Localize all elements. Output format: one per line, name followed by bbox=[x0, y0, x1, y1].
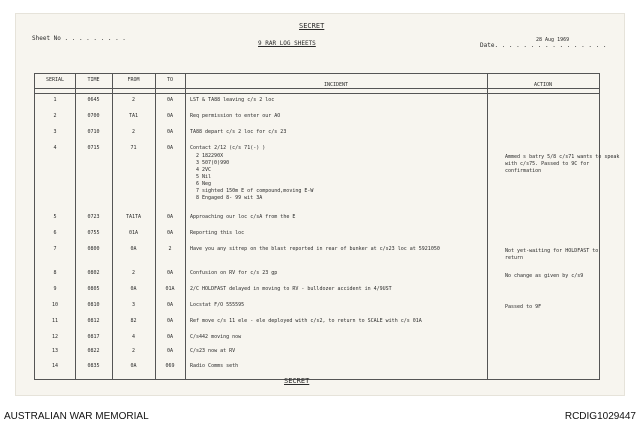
row-8-to: 0A bbox=[166, 270, 174, 276]
row-11-from: 82 bbox=[130, 318, 137, 324]
row-7-incident: Have you any sitrep on the blast reported in rear of bunker at c/s23 loc at 5921050 bbox=[190, 246, 440, 252]
row-5-time: 0723 bbox=[87, 214, 100, 220]
column-divider bbox=[487, 74, 488, 379]
row-5-incident: Approaching our loc c/sA from the E bbox=[190, 214, 296, 220]
row-11-to: 0A bbox=[166, 318, 174, 324]
row-4-incident-line: 5 Nil bbox=[196, 174, 212, 180]
row-9-time: 0805 bbox=[87, 286, 100, 292]
log-table bbox=[34, 73, 620, 380]
row-4-incident-line: 2 182290X bbox=[196, 153, 224, 159]
row-8-action: No change as given by c/s9 bbox=[505, 273, 584, 279]
row-7-action-line: Not yet-waiting for HOLDFAST to bbox=[505, 248, 599, 254]
header-divider bbox=[35, 93, 599, 94]
row-10-to: 0A bbox=[166, 302, 174, 308]
row-6-from: 01A bbox=[128, 230, 139, 236]
row-4-incident-line: 3 507(0)990 bbox=[196, 160, 230, 166]
row-14-serial: 14 bbox=[51, 363, 59, 369]
row-1-serial: 1 bbox=[53, 97, 57, 103]
row-2-to: 0A bbox=[166, 113, 174, 119]
row-4-from: 71 bbox=[130, 145, 137, 151]
row-14-to: 069 bbox=[165, 363, 175, 369]
row-6-time: 0755 bbox=[87, 230, 100, 236]
row-6-incident: Reporting this loc bbox=[190, 230, 245, 236]
row-10-time: 0810 bbox=[87, 302, 100, 308]
date-label: Date. . . . . . . . . . . . . . . . bbox=[480, 42, 607, 49]
row-4-time: 0715 bbox=[87, 145, 100, 151]
row-3-incident: TA88 depart c/s 2 loc for c/s 23 bbox=[190, 129, 287, 135]
row-10-action: Passed to 9F bbox=[505, 304, 542, 310]
row-4-incident-line: 4 2VC bbox=[196, 167, 212, 173]
row-1-incident: LST & TA88 leaving c/s 2 loc bbox=[190, 97, 275, 103]
sheet-title: 9 RAR LOG SHEETS bbox=[258, 40, 316, 47]
row-13-serial: 13 bbox=[51, 348, 59, 354]
row-13-incident: C/s23 now at RV bbox=[190, 348, 236, 354]
row-12-time: 0817 bbox=[87, 334, 100, 340]
row-5-from: TA1TA bbox=[125, 214, 142, 220]
row-8-serial: 8 bbox=[53, 270, 57, 276]
row-3-from: 2 bbox=[131, 129, 135, 135]
row-1-from: 2 bbox=[131, 97, 135, 103]
column-header-to: TO bbox=[166, 77, 174, 83]
row-7-from: 0A bbox=[130, 246, 137, 252]
row-7-to: 2 bbox=[168, 246, 172, 252]
classification-bottom: SECRET bbox=[284, 377, 310, 385]
row-13-time: 0822 bbox=[87, 348, 100, 354]
row-4-action-line: Ammed s batry 5/8 c/s71 wants to speak bbox=[505, 154, 620, 160]
row-2-incident: Req permission to enter our AO bbox=[190, 113, 281, 119]
row-10-serial: 10 bbox=[51, 302, 59, 308]
record-id: RCDIG1029447 bbox=[564, 411, 636, 422]
row-14-incident: Radio Comms seth bbox=[190, 363, 239, 369]
row-4-incident-line: 8 Engaged 8- 99 wit 3A bbox=[196, 195, 263, 201]
row-4-action-line: confirmation bbox=[505, 168, 542, 174]
institution-credit: AUSTRALIAN WAR MEMORIAL bbox=[4, 411, 149, 422]
row-14-from: 0A bbox=[130, 363, 137, 369]
row-10-incident: Locstat F/O 555595 bbox=[190, 302, 245, 308]
row-4-incident-line: 7 sighted 150m E of compound,moving E-W bbox=[196, 188, 314, 194]
row-1-to: 0A bbox=[166, 97, 174, 103]
sheet-number-label: Sheet No . . . . . . . . . bbox=[32, 35, 126, 42]
row-4-incident-line: 6 Neg bbox=[196, 181, 212, 187]
row-7-serial: 7 bbox=[53, 246, 57, 252]
header-divider bbox=[35, 88, 599, 89]
row-12-serial: 12 bbox=[51, 334, 59, 340]
row-1-time: 0645 bbox=[87, 97, 100, 103]
date-stamp: 28 Aug 1969 bbox=[536, 37, 570, 43]
row-11-serial: 11 bbox=[51, 318, 59, 324]
row-4-serial: 4 bbox=[53, 145, 57, 151]
row-3-time: 0710 bbox=[87, 129, 100, 135]
row-9-to: 01A bbox=[165, 286, 175, 292]
row-11-time: 0812 bbox=[87, 318, 100, 324]
column-header-from: FROM bbox=[127, 77, 140, 83]
row-13-from: 2 bbox=[131, 348, 135, 354]
row-8-time: 0802 bbox=[87, 270, 100, 276]
column-header-serial: SERIAL bbox=[45, 77, 65, 83]
row-8-from: 2 bbox=[131, 270, 135, 276]
row-2-from: TA1 bbox=[128, 113, 139, 119]
row-2-time: 0700 bbox=[87, 113, 100, 119]
row-4-action-line: with c/s75. Passed to 9C for bbox=[505, 161, 590, 167]
column-header-incident: INCIDENT bbox=[323, 82, 349, 88]
row-10-from: 3 bbox=[131, 302, 135, 308]
row-3-to: 0A bbox=[166, 129, 174, 135]
row-7-time: 0800 bbox=[87, 246, 100, 252]
row-4-to: 0A bbox=[166, 145, 174, 151]
row-6-serial: 6 bbox=[53, 230, 57, 236]
row-12-incident: C/s442 moving now bbox=[190, 334, 242, 340]
column-divider bbox=[185, 74, 186, 379]
row-8-incident: Confusion on RV for c/s 23 gp bbox=[190, 270, 278, 276]
row-9-serial: 9 bbox=[53, 286, 57, 292]
row-9-from: 0A bbox=[130, 286, 137, 292]
row-14-time: 0835 bbox=[87, 363, 100, 369]
row-13-to: 0A bbox=[166, 348, 174, 354]
row-5-serial: 5 bbox=[53, 214, 57, 220]
row-12-from: 4 bbox=[131, 334, 135, 340]
log-sheet-page bbox=[16, 14, 624, 395]
classification-top: SECRET bbox=[299, 22, 325, 30]
row-6-to: 0A bbox=[166, 230, 174, 236]
row-9-incident: 2/C HOLDFAST delayed in moving to RV - bulldozer accident in 4/9UST bbox=[190, 286, 392, 292]
row-7-action-line: return bbox=[505, 255, 524, 261]
row-2-serial: 2 bbox=[53, 113, 57, 119]
column-header-time: TIME bbox=[87, 77, 100, 83]
row-5-to: 0A bbox=[166, 214, 174, 220]
column-header-action: ACTION bbox=[533, 82, 553, 88]
row-3-serial: 3 bbox=[53, 129, 57, 135]
row-12-to: 0A bbox=[166, 334, 174, 340]
row-4-incident-line: Contact 2/12 (c/s 71(-) ) bbox=[190, 145, 266, 151]
row-11-incident: Ref move c/s 11 ele - ele deployed with c/s2, to return to SCALE with c/s 01A bbox=[190, 318, 422, 324]
